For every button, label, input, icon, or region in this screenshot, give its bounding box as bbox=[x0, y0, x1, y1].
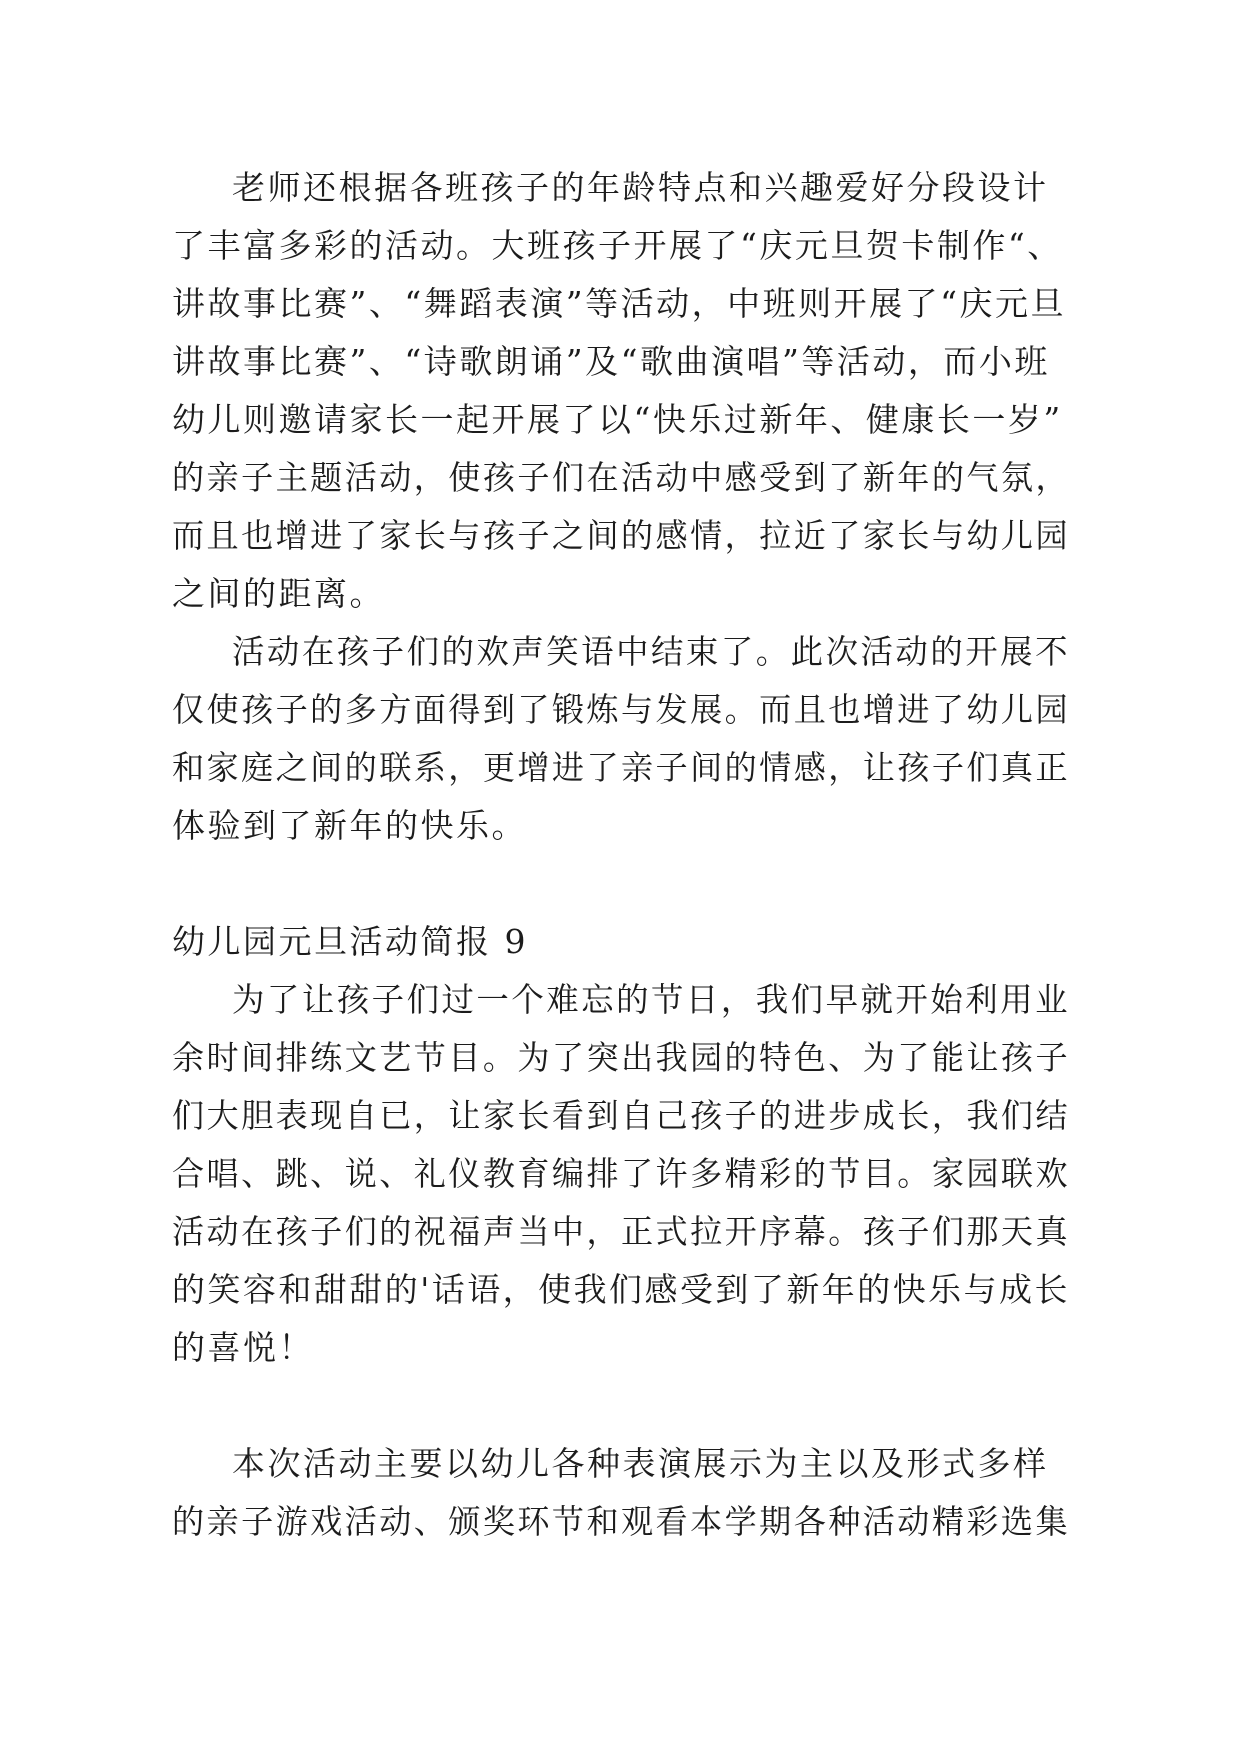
text-line: 本次活动主要以幼儿各种表演展示为主以及形式多样 bbox=[232, 1444, 1049, 1483]
section-heading: 幼儿园元旦活动简报 9 bbox=[172, 922, 528, 961]
text-line: 了丰富多彩的活动。大班孩子开展了“庆元旦贺卡制作“、 bbox=[172, 226, 1063, 265]
text-line: 讲故事比赛”、“舞蹈表演”等活动，中班则开展了“庆元旦 bbox=[172, 284, 1066, 323]
text-line: 为了让孩子们过一个难忘的节日，我们早就开始利用业 bbox=[232, 980, 1070, 1019]
text-line: 体验到了新年的快乐。 bbox=[172, 806, 527, 845]
text-line: 的亲子主题活动，使孩子们在活动中感受到了新年的气氛， bbox=[172, 458, 1070, 497]
text-line: 的笑容和甜甜的'话语，使我们感受到了新年的快乐与成长 bbox=[172, 1270, 1070, 1309]
text-line: 讲故事比赛”、“诗歌朗诵”及“歌曲演唱”等活动，而小班 bbox=[172, 342, 1050, 381]
text-line: 余时间排练文艺节目。为了突出我园的特色、为了能让孩子 bbox=[172, 1038, 1070, 1077]
text-line: 活动在孩子们的祝福声当中，正式拉开序幕。孩子们那天真 bbox=[172, 1212, 1070, 1251]
text-line: 幼儿则邀请家长一起开展了以“快乐过新年、健康长一岁” bbox=[172, 400, 1063, 439]
text-line: 的喜悦！ bbox=[172, 1328, 314, 1367]
text-line: 活动在孩子们的欢声笑语中结束了。此次活动的开展不 bbox=[232, 632, 1070, 671]
text-line: 和家庭之间的联系，更增进了亲子间的情感，让孩子们真正 bbox=[172, 748, 1070, 787]
text-line: 老师还根据各班孩子的年龄特点和兴趣爱好分段设计 bbox=[232, 168, 1049, 207]
text-line: 之间的距离。 bbox=[172, 574, 385, 613]
text-line: 仅使孩子的多方面得到了锻炼与发展。而且也增进了幼儿园 bbox=[172, 690, 1070, 729]
text-line: 的亲子游戏活动、颁奖环节和观看本学期各种活动精彩选集 bbox=[172, 1502, 1070, 1541]
text-line: 合唱、跳、说、礼仪教育编排了许多精彩的节目。家园联欢 bbox=[172, 1154, 1070, 1193]
text-line: 而且也增进了家长与孩子之间的感情，拉近了家长与幼儿园 bbox=[172, 516, 1070, 555]
text-line: 们大胆表现自已，让家长看到自己孩子的进步成长，我们结 bbox=[172, 1096, 1070, 1135]
